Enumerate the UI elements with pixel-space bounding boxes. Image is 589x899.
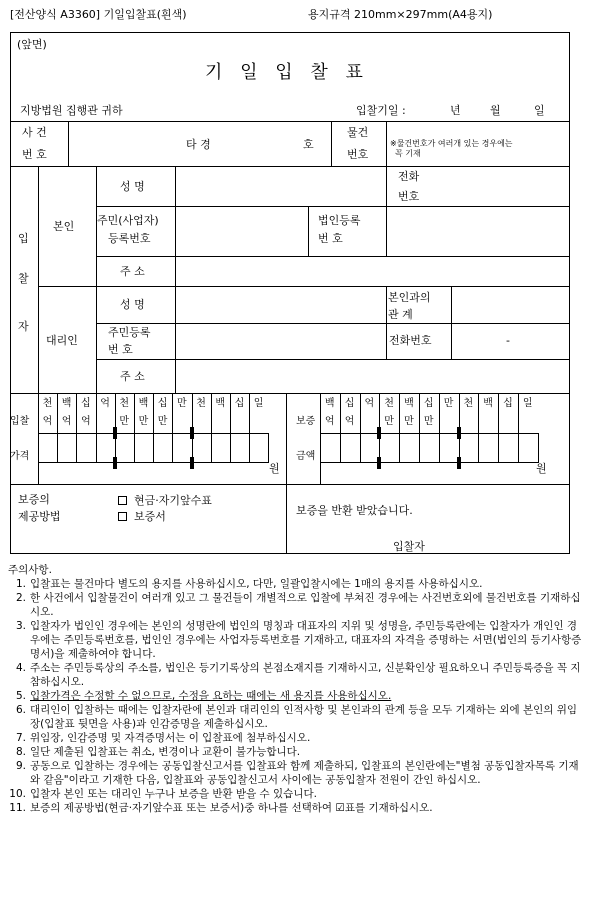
price-group-separator [113,427,117,439]
note-item [8,759,583,787]
price-digit-divider [172,393,173,463]
price-digit-divider [211,393,212,463]
note-text: 보증의 제공방법(현금·자기앞수표 또는 보증서)중 하나를 선택하여 ☑표를 기재하십시오. [30,802,433,814]
note-text: 입찰자 본인 또는 대리인 누구나 보증을 반환 받을 수 있습니다. [30,788,317,800]
deposit-unit-label: 일 [522,398,533,409]
note-text: 입찰가격은 수정할 수 없으므로, 수정을 요하는 때에는 새 용지를 사용하십시오. [30,690,392,702]
deposit-label-1: 보증 [296,416,316,427]
note-item [8,787,583,801]
item-no-label-1: 물건 [347,126,369,139]
price-unit-label: 일 [253,398,264,409]
relation-label-2: 관 계 [388,308,413,321]
price-group-separator [190,457,194,469]
price-digit-divider [249,393,250,463]
bid-date-day[interactable]: 일 [534,104,545,117]
deposit-digit-divider [340,393,341,463]
corp-no-label-2: 번 호 [318,232,343,245]
price-group-separator [190,427,194,439]
self-phone-label-1: 전화 [398,170,420,183]
deposit-digit-divider [399,393,400,463]
note-item [8,591,583,619]
deposit-unit-label: 천 [463,398,474,409]
price-unit-label: 십 [157,398,168,409]
note-number: 6. [15,704,26,716]
bidder-label-3: 자 [18,320,29,333]
price-unit-label: 천 [42,398,53,409]
case-prefix: 타 경 [186,138,211,151]
self-label: 본인 [53,220,75,233]
agent-label: 대리인 [46,334,78,347]
note-item [8,801,583,815]
self-rrn-label-1: 주민(사업자) [97,214,159,227]
note-number: 4. [15,662,26,674]
deposit-unit-label: 만 [423,416,434,427]
item-no-note-2: 꼭 기재 [395,149,421,158]
note-text: 공동으로 입찰하는 경우에는 공동입찰신고서를 입찰표와 함께 제출하되, 입찰표의 본인란에는"별첨 공동입찰자목록 기재와 같음"이라고 기재한 다음, 입찰표와 공동입찰신고서 사이에는 공동입찰자 전원이 간인 하십시오. [30,760,579,786]
deposit-digit-divider [518,393,519,463]
note-text: 일단 제출된 입찰표는 취소, 변경이나 교환이 불가능합니다. [30,746,301,758]
price-digit-divider [96,393,97,463]
note-text: 입찰표는 물건마다 별도의 용지를 사용하십시오, 다만, 일괄입찰시에는 1매의 용지를 사용하십시오. [30,578,483,590]
price-unit-label: 백 [215,398,226,409]
deposit-unit-label: 만 [384,416,394,427]
notes-title: 주의사항. [8,564,52,576]
deposit-group-separator [377,457,381,469]
cash-checkbox[interactable] [118,496,127,505]
price-unit-label: 만 [138,416,149,427]
note-text: 한 사건에서 입찰물건이 여러개 있고 그 물건들이 개별적으로 입찰에 부쳐진 경우에는 사건번호외에 물건번호를 기재하십시오. [30,592,581,618]
self-address-field[interactable] [178,259,567,283]
case-number-field[interactable] [210,128,298,158]
price-unit-label: 백 [138,398,149,409]
guarantee-option-label: 보증서 [134,510,166,523]
case-no-label-1: 사 건 [22,126,47,139]
note-item [8,619,583,661]
relation-label-1: 본인과의 [388,291,431,304]
note-item [8,745,583,759]
deposit-unit-label: 십 [503,398,513,409]
price-unit-label: 천 [119,398,130,409]
method-label-1: 보증의 [18,493,50,506]
case-suffix: 호 [303,138,314,151]
price-unit-label: 억 [42,416,53,427]
note-number: 5. [15,690,26,702]
price-unit-label: 억 [100,398,110,409]
addressee: 지방법원 집행관 귀하 [20,104,123,117]
deposit-unit-label: 백 [483,398,493,409]
deposit-unit-label: 십 [344,398,355,409]
agent-rrn-label-2: 번 호 [108,343,133,356]
self-name-label: 성 명 [120,180,145,193]
deposit-label-2: 금액 [296,451,316,462]
note-number: 7. [15,732,26,744]
deposit-unit-label: 억 [364,398,375,409]
deposit-unit-label: 십 [423,398,434,409]
bid-date-label: 입찰기일 : [356,104,406,117]
price-digit-divider [134,393,135,463]
deposit-group-separator [377,427,381,439]
deposit-unit-label: 백 [404,398,414,409]
deposit-digit-divider [419,393,420,463]
item-no-note-1: ※물건번호가 여러개 있는 경우에는 [390,139,513,148]
note-number: 2. [15,592,26,604]
price-unit-label: 십 [81,398,91,409]
deposit-unit-label: 만 [404,416,414,427]
agent-address-label: 주 소 [120,370,145,383]
price-unit-label: 억 [61,416,72,427]
note-number: 3. [15,620,26,632]
agent-rrn-field[interactable] [178,326,383,356]
front-side-label: (앞면) [17,38,47,51]
agent-address-field[interactable] [178,362,567,390]
agent-name-field[interactable] [178,289,383,320]
self-rrn-field[interactable] [178,209,305,253]
price-unit-label: 천 [196,398,206,409]
note-item [8,703,583,731]
price-group-separator [113,457,117,469]
deposit-unit-label: 백 [324,398,335,409]
self-name-field[interactable] [178,170,383,203]
price-label-2: 가격 [10,451,30,462]
self-phone-label-2: 번호 [398,190,420,203]
corp-no-field[interactable] [389,209,567,253]
deposit-digit-divider [360,393,361,463]
price-unit-label: 만 [157,416,168,427]
deposit-returned-text: 보증을 반환 받았습니다. [296,504,413,517]
method-label-2: 제공방법 [18,510,61,523]
note-item [8,731,583,745]
deposit-unit-label: 억 [324,416,335,427]
form-code: [전산양식 A3360] 기일입찰표(흰색) [10,8,187,21]
price-digit-divider [230,393,231,463]
note-item [8,661,583,689]
deposit-digit-divider [498,393,499,463]
form-title: 기 일 입 찰 표 [205,62,369,83]
deposit-group-separator [457,457,461,469]
price-digit-divider [76,393,77,463]
bid-date-year[interactable]: 년 [450,104,461,117]
bidder-label-2: 찰 [18,272,29,285]
deposit-digit-box[interactable] [320,433,539,463]
note-item [8,577,583,591]
bidder-signature-label: 입찰자 [393,540,425,553]
price-digit-divider [57,393,58,463]
agent-rrn-label-1: 주민등록 [108,326,151,339]
deposit-group-separator [457,427,461,439]
self-address-label: 주 소 [120,265,145,278]
item-no-label-2: 번호 [347,148,369,161]
deposit-digit-divider [439,393,440,463]
guarantee-checkbox[interactable] [118,512,127,521]
paper-size: 용지규격 210mm×297mm(A4용지) [308,8,493,21]
agent-phone-label: 전화번호 [389,334,432,347]
price-unit-label: 만 [119,416,130,427]
note-item [8,689,583,703]
price-unit-label: 백 [61,398,72,409]
case-no-label-2: 번 호 [22,148,47,161]
deposit-won: 원 [536,462,547,475]
agent-name-label: 성 명 [120,298,145,311]
note-number: 10. [9,788,26,800]
price-label-1: 입찰 [10,416,30,427]
deposit-unit-label: 만 [443,398,454,409]
price-won: 원 [269,462,280,475]
note-number: 11. [9,802,26,814]
deposit-unit-label: 천 [384,398,394,409]
deposit-unit-label: 억 [344,416,355,427]
note-number: 1. [15,578,26,590]
price-unit-label: 만 [177,398,187,409]
agent-phone-dash: - [506,334,510,347]
price-unit-label: 십 [234,398,245,409]
price-digit-divider [153,393,154,463]
note-text: 대리인이 입찰하는 때에는 입찰자란에 본인과 대리인의 인적사항 및 본인과의 관계 등을 모두 기재하는 외에 본인의 위임장(입찰표 뒷면을 사용)과 인감증명을 제출하십시오. [30,704,578,730]
self-rrn-label-2: 등록번호 [108,232,151,245]
bidder-label-1: 입 [18,232,29,245]
note-number: 8. [15,746,26,758]
notes-section [8,563,583,815]
note-text: 위임장, 인감증명 및 자격증명서는 이 입찰표에 첨부하십시오. [30,732,311,744]
bid-date-month[interactable]: 월 [490,104,501,117]
corp-no-label-1: 법인등록 [318,214,361,227]
note-text: 주소는 주민등록상의 주소를, 법인은 등기기록상의 본점소재지를 기재하시고, 신분확인상 필요하오니 주민등록증을 꼭 지참하십시오. [30,662,581,688]
price-unit-label: 억 [81,416,91,427]
note-text: 입찰자가 법인인 경우에는 본인의 성명란에 법인의 명칭과 대표자의 지위 및 성명을, 주민등록란에는 입찰자가 개인인 경우에는 주민등록번호를, 법인인 경우에는 사업자등록번호를 기재하고, 대표자의 자격을 증명하는 서면(법인의 등기사항증명서)을 제출하여야 합니다. [30,620,582,660]
deposit-digit-divider [478,393,479,463]
note-number: 9. [15,760,26,772]
cash-option-label: 현금·자기앞수표 [134,494,212,507]
